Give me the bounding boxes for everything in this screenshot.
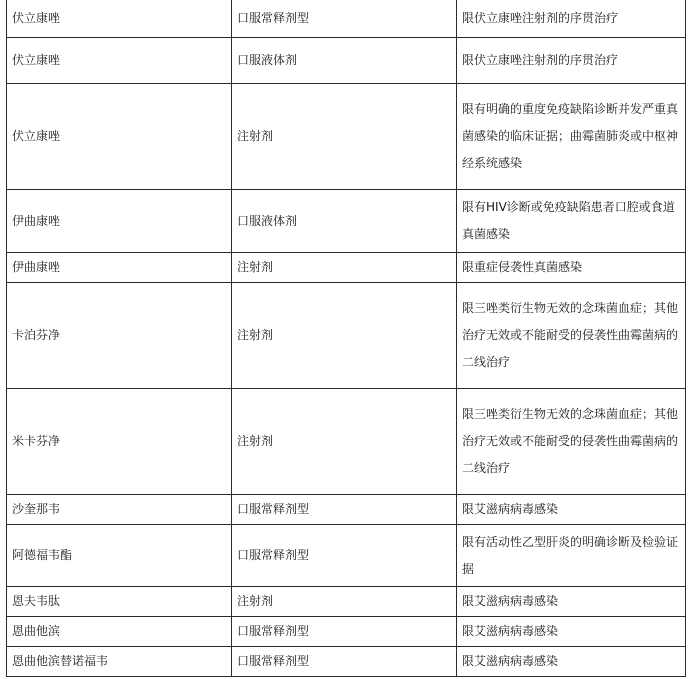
- drug-name-cell: 伏立康唑: [7, 38, 232, 84]
- table-row: [7, 0, 686, 38]
- restriction-cell: 限艾滋病病毒感染: [457, 647, 686, 677]
- restriction-cell: 限有活动性乙型肝炎的明确诊断及检验证据: [457, 525, 686, 587]
- table-row: [7, 38, 686, 84]
- table-row: [7, 283, 686, 389]
- restriction-cell: 限重症侵袭性真菌感染: [457, 253, 686, 283]
- restriction-cell: 限艾滋病病毒感染: [457, 495, 686, 525]
- dosage-form-cell: 注射剂: [232, 389, 457, 495]
- drug-name-cell: 伏立康唑: [7, 0, 232, 38]
- table-row: [7, 190, 686, 253]
- dosage-form-cell: 口服液体剂: [232, 190, 457, 253]
- table-row: [7, 84, 686, 190]
- table-row: [7, 617, 686, 647]
- dosage-form-cell: 口服液体剂: [232, 38, 457, 84]
- restriction-cell: 限艾滋病病毒感染: [457, 587, 686, 617]
- restriction-cell: 限艾滋病病毒感染: [457, 617, 686, 647]
- drug-name-cell: 阿德福韦酯: [7, 525, 232, 587]
- drug-name-cell: 沙奎那韦: [7, 495, 232, 525]
- dosage-form-cell: 注射剂: [232, 587, 457, 617]
- drug-name-cell: 伏立康唑: [7, 84, 232, 190]
- dosage-form-cell: 注射剂: [232, 283, 457, 389]
- restriction-cell: 限有HIV诊断或免疫缺陷患者口腔或食道真菌感染: [457, 190, 686, 253]
- drug-restriction-table: [6, 0, 686, 677]
- restriction-cell: 限伏立康唑注射剂的序贯治疗: [457, 0, 686, 38]
- dosage-form-cell: 口服常释剂型: [232, 495, 457, 525]
- dosage-form-cell: 口服常释剂型: [232, 525, 457, 587]
- drug-name-cell: 恩夫韦肽: [7, 587, 232, 617]
- restriction-cell: 限三唑类衍生物无效的念珠菌血症；其他治疗无效或不能耐受的侵袭性曲霉菌病的二线治疗: [457, 389, 686, 495]
- drug-name-cell: 卡泊芬净: [7, 283, 232, 389]
- drug-name-cell: 恩曲他滨替诺福韦: [7, 647, 232, 677]
- restriction-cell: 限有明确的重度免疫缺陷诊断并发严重真菌感染的临床证据；曲霉菌肺炎或中枢神经系统感染: [457, 84, 686, 190]
- dosage-form-cell: 口服常释剂型: [232, 647, 457, 677]
- table-row: [7, 253, 686, 283]
- table-row: [7, 525, 686, 587]
- table-row: [7, 389, 686, 495]
- drug-name-cell: 米卡芬净: [7, 389, 232, 495]
- dosage-form-cell: 口服常释剂型: [232, 617, 457, 647]
- table-row: [7, 647, 686, 677]
- dosage-form-cell: 注射剂: [232, 253, 457, 283]
- drug-name-cell: 恩曲他滨: [7, 617, 232, 647]
- restriction-cell: 限三唑类衍生物无效的念珠菌血症；其他治疗无效或不能耐受的侵袭性曲霉菌病的二线治疗: [457, 283, 686, 389]
- dosage-form-cell: 注射剂: [232, 84, 457, 190]
- restriction-cell: 限伏立康唑注射剂的序贯治疗: [457, 38, 686, 84]
- drug-name-cell: 伊曲康唑: [7, 190, 232, 253]
- table-row: [7, 495, 686, 525]
- dosage-form-cell: 口服常释剂型: [232, 0, 457, 38]
- table-row: [7, 587, 686, 617]
- drug-name-cell: 伊曲康唑: [7, 253, 232, 283]
